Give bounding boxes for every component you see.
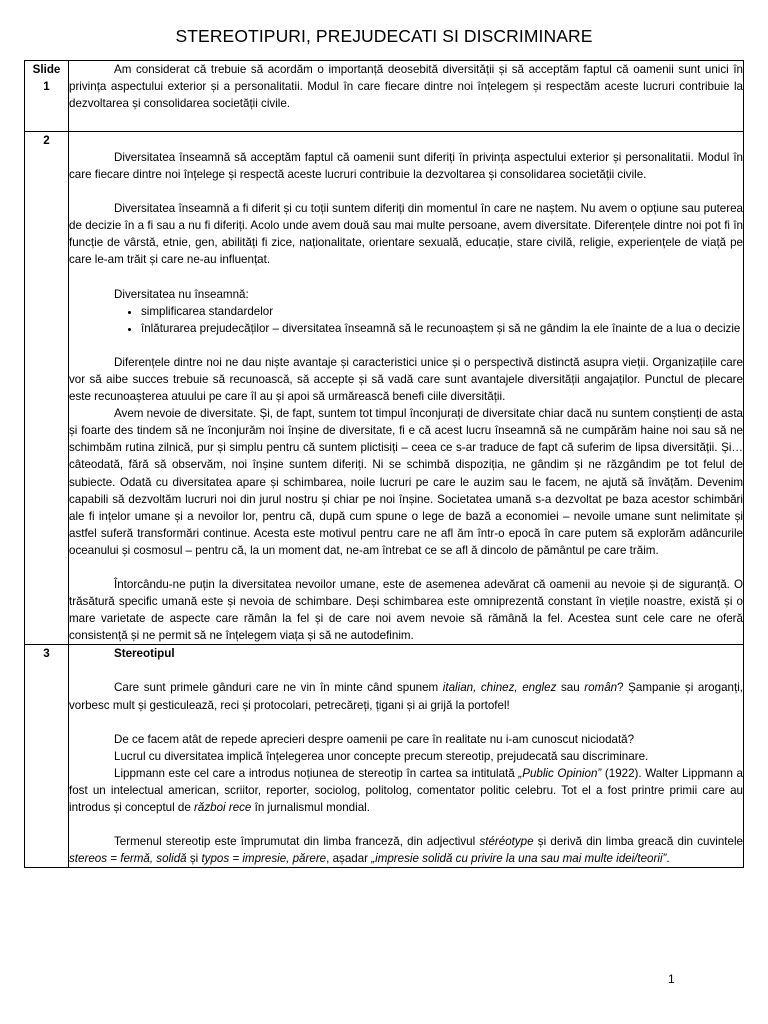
paragraph: Termenul stereotip este împrumutat din limba franceză, din adjectivul stéréotype și derivă din limba greacă din cuvintele stereos = fermă, solidă și typos = impresie, părere, așadar „impresie solidă cu privire la una sau mai multe idei/teorii”. <box>69 835 743 866</box>
paragraph: Am considerat că trebuie să acordăm o importanță deosebită diversității și să acceptăm faptul că oamenii sunt unici în privința aspectului exterior și a personalitatii. Modul în care fiecare dintre noi înțelegem și respectăm aceste lucruri contribuie la dezvoltarea și consolidarea societății civile. <box>69 63 743 111</box>
slides-table <box>24 60 744 868</box>
bullet-list <box>69 303 743 337</box>
paragraph: Lippmann este cel care a introdus noțiunea de stereotip în cartea sa intitulată „Public Opinion” (1922). Walter Lippmann a fost un intelectual american, scriitor, reporter, sociolog, politolog, comentator politic celebru. Tot el a fost printre primii care au introdus și conceptul de război rece în jurnalismul mondial. <box>69 766 743 814</box>
slide-number-cell <box>25 61 69 132</box>
slide-number: 1 <box>43 80 50 94</box>
page-number: 1 <box>668 972 675 986</box>
table-row <box>25 645 744 868</box>
paragraph: Lucrul cu diversitatea implică înțelegerea unor concepte precum stereotip, prejudecată sau discriminare. <box>114 749 649 763</box>
paragraph: Diversitatea înseamnă a fi diferit și cu toții suntem diferiți din momentul în care ne naștem. Nu avem o opțiune sau puterea de decizie în a fi sau a nu fi diferiți. Acolo unde avem două sau mai multe persoane, avem diversitate. Diferențele dintre noi pot fi în funcție de vârstă, etnie, gen, abilități fi zice, naționalitate, orientare sexuală, educație, stare civilă, religie, experiențele de viață pe care le-am trăit și care ne-au influențat. <box>69 202 743 267</box>
table-row <box>25 61 744 132</box>
list-item: • înlăturarea prejudecăților – diversitatea înseamnă să le recunoaștem și să ne gândim la ele înainte de a lua o decizie <box>141 320 743 337</box>
slide-label: Slide <box>32 63 61 76</box>
slide-content <box>69 61 744 132</box>
table-row <box>25 132 744 645</box>
section-heading: Stereotipul <box>114 647 175 661</box>
slide-number-cell <box>25 645 69 868</box>
slide-content <box>69 132 744 645</box>
slide-content <box>69 645 744 868</box>
paragraph: Avem nevoie de diversitate. Și, de fapt, suntem tot timpul înconjurați de diversitate chiar dacă nu suntem conștienți de asta și foarte des tindem să ne înconjurăm noi înșine de diversitate, fi e că acest lucru înseamnă să ne cumpărăm haine noi sau să ne schimbăm rutina zilnică, pur și simplu pentru că suntem plictisiți – ceea ce s-ar traduce de fapt că suferim de lipsa diversității. Și… câteodată, fără să observăm, noi înșine suntem diferiți. Ni se schimbă dispoziția, ne gândim și ne răzgândim pe tot felul de subiecte. Odată cu diversitatea apare și schimbarea, noile lucruri pe care le auzim sau le facem, ne ajută să învățăm. Devenim capabili să dezvoltăm lucruri noi din jurul nostru și chiar pe noi înșine. Societatea umană s-a dezvoltat pe baza acestor schimbări ale fi ințelor umane și a nevoilor lor, pentru că, după cum spune o lege de bază a economiei – nevoile umane sunt nelimitate și astfel suferă transformări continue. Acesta este motivul pentru care ne afl ăm într-o epocă în care putem să explorăm adâncurile oceanului și cosmosul – pentru că, la un moment dat, ne-am întrebat ce se afl ă dincolo de pământul pe care trăim. <box>69 407 743 557</box>
paragraph: Diversitatea înseamnă să acceptăm faptul că oamenii sunt diferiți în privința aspectului exterior și personalitatii. Modul în care fiecare dintre noi înțelege și respectă aceste lucruri contribuie la dezvoltarea și consolidarea societății civile. <box>69 151 743 182</box>
list-item: • simplificarea standardelor <box>141 303 743 320</box>
slide-number: 3 <box>43 647 50 661</box>
document-title: STEREOTIPURI, PREJUDECATI SI DISCRIMINARE <box>175 26 593 46</box>
paragraph: Care sunt primele gânduri care ne vin în minte când spunem italian, chinez, englez sau român? Șampanie și aroganți, vorbesc mult și gesticulează, reci și protocolari, petrecăreți, țigani și ai grijă la portofel! <box>69 681 743 712</box>
list-heading: Diversitatea nu înseamnă: <box>114 287 249 301</box>
paragraph: Întorcându-ne puțin la diversitatea nevoilor umane, este de asemenea adevărat că oamenii au nevoie și de siguranță. O trăsătură specific umană este și nevoia de schimbare. Deși schimbarea este omniprezentă constant în viețile noastre, există și o mare varietate de aspecte care rămân la fel și de care noi avem nevoie să rămână la fel. Acestea sunt cele care ne oferă consistență și ne permit să ne înțelegem viața și să ne autodefinim. <box>69 577 743 643</box>
paragraph: De ce facem atât de repede aprecieri despre oamenii pe care în realitate nu i-am cunoscut niciodată? <box>114 732 635 746</box>
slide-number-cell <box>25 132 69 645</box>
paragraph: Diferențele dintre noi ne dau niște avantaje și caracteristici unice și o perspectivă distinctă asupra vieții. Organizațiile care vor să aibe succes trebuie să recunoască, să accepte și să vadă care sunt avantajele diversității angajaților. Punctul de plecare este recunoașterea atuului pe care îl au și apoi să urmărească benefi ciile diversității. <box>69 355 743 404</box>
slide-number: 2 <box>43 134 50 147</box>
